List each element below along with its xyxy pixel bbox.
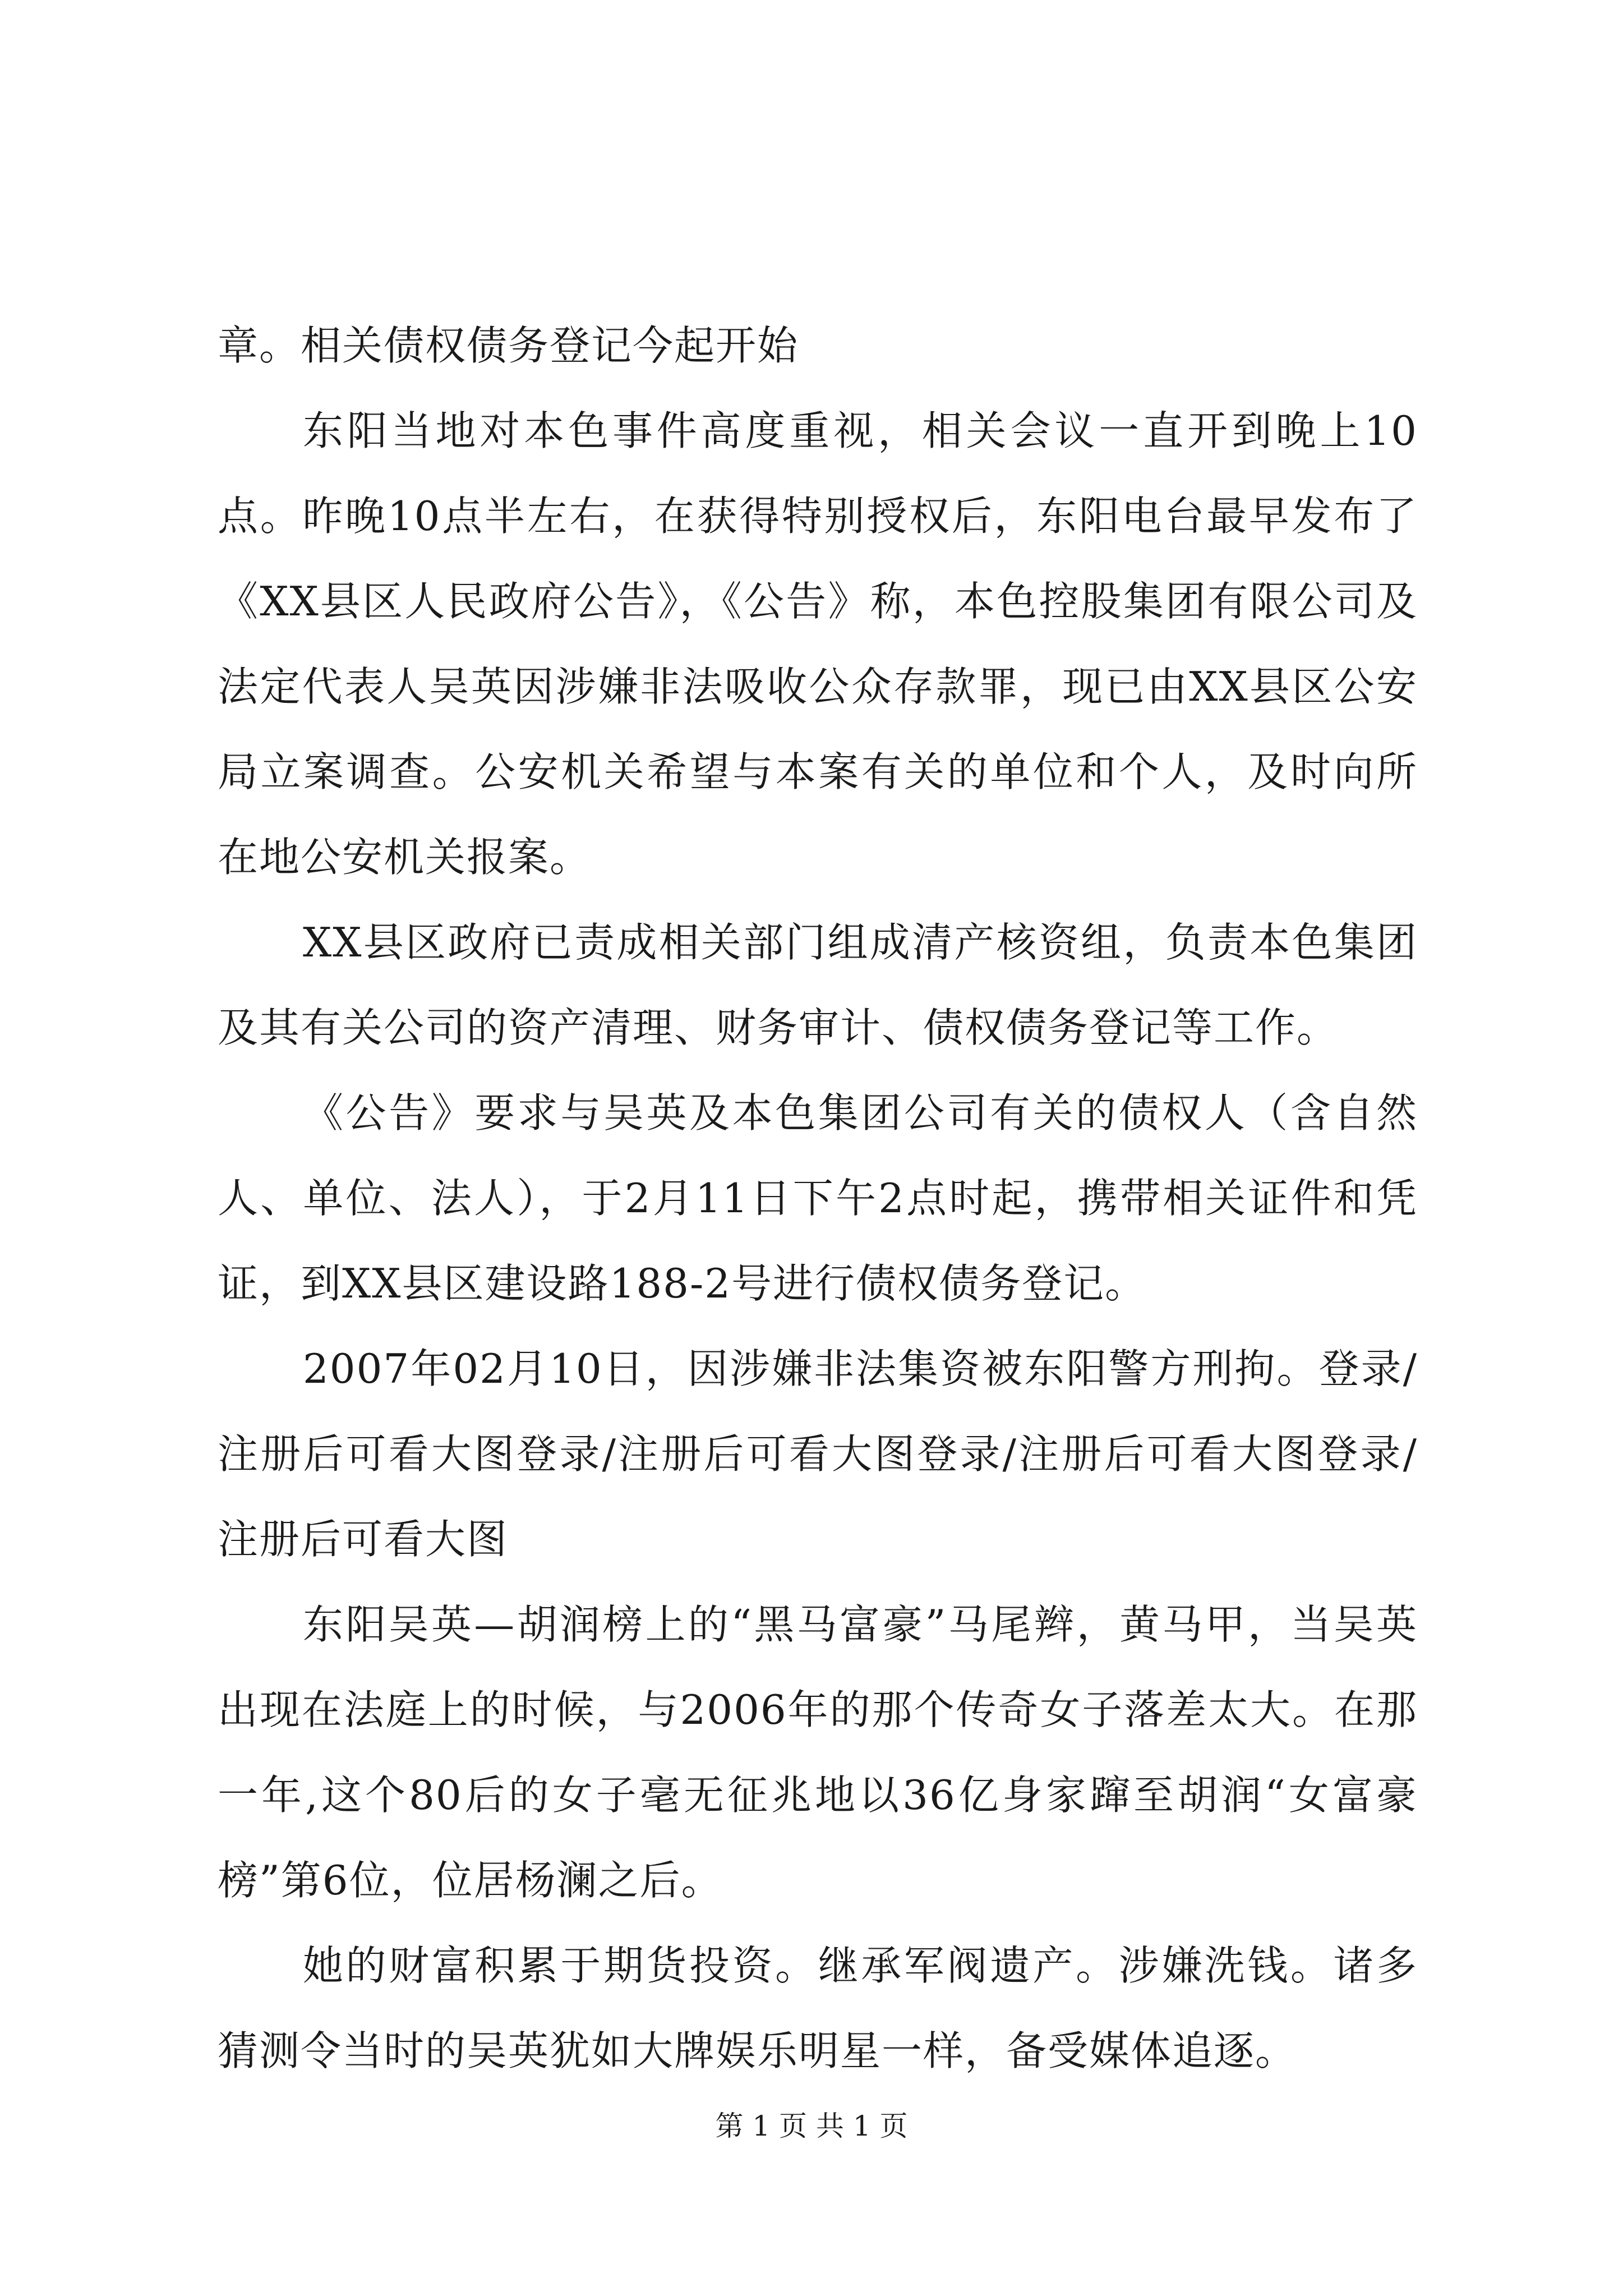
document-body: [218, 303, 1418, 2093]
paragraph-hurun-list: 东阳吴英—胡润榜上的“黑马富豪”马尾辫，黄马甲，当吴英出现在法庭上的时候，与2006年的那个传奇女子落差太大。在那一年,这个80后的女子毫无征兆地以36亿身家蹿至胡润“女富豪榜”第6位，位居杨澜之后。: [218, 1601, 1418, 1904]
paragraph-detention-date: 2007年02月10日，因涉嫌非法集资被东阳警方刑拘。登录/注册后可看大图登录/注册后可看大图登录/注册后可看大图登录/注册后可看大图: [218, 1345, 1418, 1563]
paragraph-announcement: 东阳当地对本色事件高度重视，相关会议一直开到晚上10点。昨晚10点半左右，在获得特别授权后，东阳电台最早发布了《XX县区人民政府公告》，《公告》称，本色控股集团有限公司及法定代表人吴英因涉嫌非法吸收公众存款罪，现已由XX县区公安局立案调查。公安机关希望与本案有关的单位和个人，及时向所在地公安机关报案。: [218, 407, 1418, 881]
paragraph-creditor-registration: 《公告》要求与吴英及本色集团公司有关的债权人（含自然人、单位、法人），于2月11日下午2点时起，携带相关证件和凭证，到XX县区建设路188-2号进行债权债务登记。: [218, 1089, 1418, 1307]
paragraph-continuation: 章。相关债权债务登记今起开始: [218, 322, 799, 369]
paragraph-wealth-speculation: 她的财富积累于期货投资。继承军阀遗产。涉嫌洗钱。诸多猜测令当时的吴英犹如大牌娱乐明星一样，备受媒体追逐。: [218, 1942, 1418, 2074]
page-number-footer: 第 1 页 共 1 页: [715, 2110, 908, 2142]
paragraph-audit-group: XX县区政府已责成相关部门组成清产核资组，负责本色集团及其有关公司的资产清理、财务审计、债权债务登记等工作。: [218, 919, 1418, 1051]
